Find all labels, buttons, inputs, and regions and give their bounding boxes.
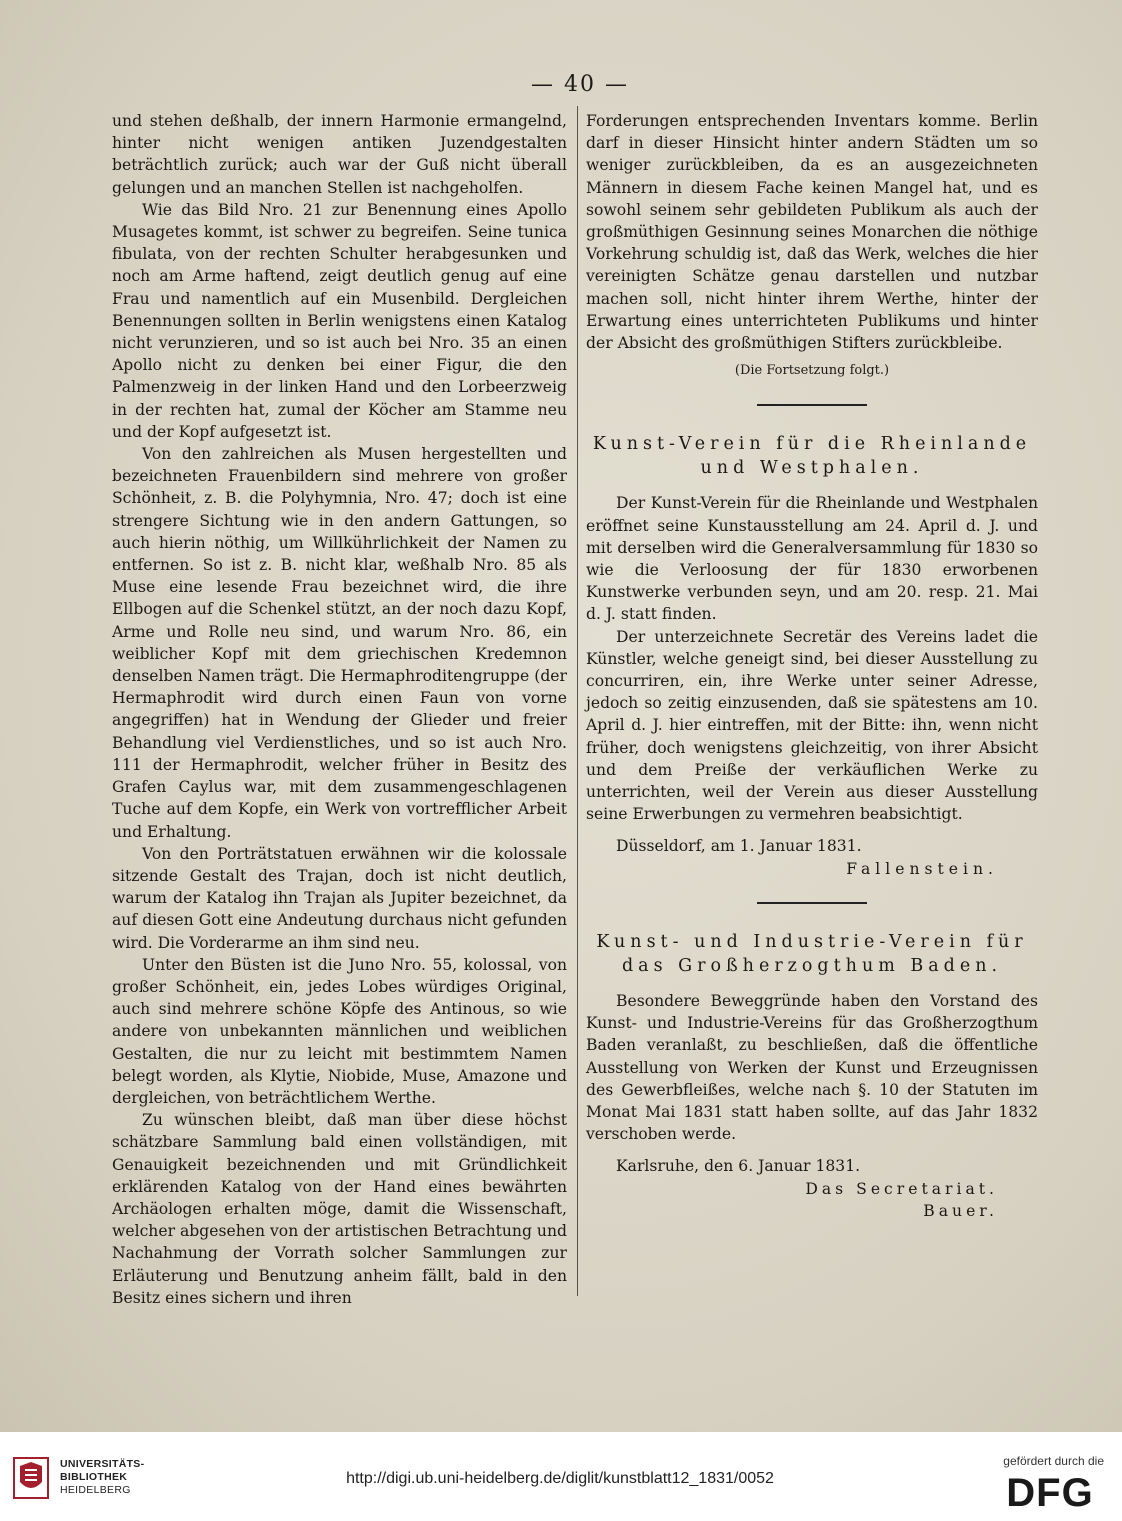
section2-place-date: Karlsruhe, den 6. Januar 1831. bbox=[616, 1157, 861, 1176]
right-intro-paragraph: Forderungen entsprechenden Inventars komme. Berlin darf in dieser Hinsicht hinter andern Städten um so weniger zurückbleiben, da es an ausgezeichneten Männern in diesem Fache keinen Mangel hat, und es sowohl seinem sehr gebildeten Publikum als auch der großmüthigen Gesinnung seines Monarchen die nöthige Vorkehrung schuldig ist, daß das Werk, welches die hier vereinigten Schätze genau darstellen und nutzbar machen soll, nicht hinter ihrem Werthe, hinter der Erwartung eines unterrichteten Publikums und hinter der Absicht des großmüthigen Stifters zurückbleibe. bbox=[586, 112, 1038, 353]
column-divider bbox=[577, 106, 578, 1296]
dfg-logo-text: DFG bbox=[1006, 1471, 1094, 1512]
section1-paragraph-1: Der Kunst-Verein für die Rheinlande und Westphalen eröffnet seine Kunstausstellung am 24. April d. J. und mit derselben wird die Generalversammlung für 1830 so wie die Verloosung der für 1830 erworbenen Kunstwerke verbunden seyn, und am 20. resp. 21. Mai d. J. statt finden. bbox=[586, 494, 1038, 624]
left-paragraph-3: Von den zahlreichen als Musen hergestellten und bezeichneten Frauenbildern sind mehrere von großer Schönheit, z. B. die Polyhymnia, Nro. 47; doch ist eine strengere Sichtung wie in den andern Gattungen, so auch hierin nöthig, um Willkührlichkeit der Namen zu entfernen. So ist z. B. nicht klar, weßhalb Nro. 85 als Muse eine lesende Frau bezeichnet wird, die ihre Ellbogen auf die Schenkel stützt, an der noch dazu Kopf, Arme und Rolle neu sind, und warum Nro. 86, ein weiblicher Kopf mit dem griechischen Kredemnon denselben Namen trägt. Die Hermaphroditengruppe (der Hermaphrodit wird durch einen Faun von vorne angegriffen) hat in Wendung der Glieder und freier Behandlung viel Verdienstliches, und so ist auch Nro. 111 der Hermaphrodit, welcher früher in Besitz des Grafen Caylus war, mit dem zusammengeschlagenen Tuche auf dem Kopfe, ein Werk von vortrefflicher Arbeit und Erhaltung. bbox=[112, 445, 567, 841]
funding-note: gefördert durch die bbox=[1003, 1454, 1104, 1468]
section2-signature-title: Das Secretariat. bbox=[805, 1179, 998, 1198]
right-column bbox=[586, 110, 1038, 1222]
left-paragraph-4: Von den Porträtstatuen erwähnen wir die kolossale sitzende Gestalt des Trajan, doch ist nicht deutlich, warum der Katalog ihn Trajan als Jupiter bezeichnet, da auf diesen Gott eine Andeutung durchaus nicht gefunden wird. Die Vorderarme an ihm sind neu. bbox=[112, 844, 567, 952]
library-name-line-1: UNIVERSITÄTS- bbox=[60, 1458, 145, 1470]
page-number: — 40 — bbox=[531, 72, 629, 97]
university-library-logo-icon[interactable] bbox=[12, 1456, 50, 1500]
section2-paragraph-1: Besondere Beweggründe haben den Vorstand des Kunst- und Industrie-Vereins für das Großherzogthum Baden veranlaßt, zu beschließen, daß die öffentliche Ausstellung von Werken der Kunst und Erzeugnissen des Gewerbfleißes, welche nach §. 10 der Statuten im Monat Mai 1831 statt haben sollte, auf das Jahr 1832 verschoben werde. bbox=[586, 991, 1038, 1144]
library-name bbox=[60, 1458, 144, 1497]
left-paragraph-5: Unter den Büsten ist die Juno Nro. 55, kolossal, von großer Schönheit, ein, jedes Lobes würdiges Original, auch sind mehrere schöne Köpfe des Antinous, so wie andere von unbekannten männlichen und weiblichen Gestalten, die nur zu leicht mit bestimmtem Namen belegt worden, als Klytie, Niobide, Muse, Amazone und dergleichen, von beträchtlichem Werthe. bbox=[112, 955, 567, 1107]
section1-paragraph-2: Der unterzeichnete Secretär des Vereins ladet die Künstler, welche geneigt sind, bei dieser Ausstellung zu concurriren, ein, ihre Werke unter seiner Adresse, jedoch so zeitig einzusenden, daß sie spätestens am 10. April d. J. hier eintreffen, mit der Bitte: ihn, wenn nicht früher, doch wenigstens gleichzeitig, von ihrer Absicht und dem Preiße der verkäuflichen Werke zu unterrichten, weil der Verein aus dieser Ausstellung seine Erwerbungen zu vermehren beabsichtigt. bbox=[586, 627, 1038, 824]
section2-heading: Kunst- und Industrie-Verein für das Großherzogthum Baden. bbox=[596, 931, 1028, 976]
section1-place-date: Düsseldorf, am 1. Januar 1831. bbox=[616, 837, 862, 856]
left-paragraph-6: Zu wünschen bleibt, daß man über diese höchst schätzbare Sammlung bald einen vollständigen, mit Genauigkeit bezeichnenden und mit Gründlichkeit erklärenden Katalog von der Hand eines bewährten Archäologen erhalten möge, damit die Wissenschaft, welcher abgesehen von der artistischen Betrachtung und Nachahmung der Vorrath solcher Sammlungen zur Erläuterung und Benutzung anheim fällt, bald in den Besitz eines sichern und ihren bbox=[112, 1111, 567, 1307]
left-column bbox=[112, 110, 567, 1309]
section1-signature: Fallenstein. bbox=[846, 859, 998, 878]
viewer-footer bbox=[0, 1432, 1122, 1521]
continuation-note: (Die Fortsetzung folgt.) bbox=[734, 363, 890, 379]
library-name-line-2: BIBLIOTHEK bbox=[60, 1471, 128, 1483]
section2-signature-name: Bauer. bbox=[923, 1201, 998, 1220]
left-paragraph-1: und stehen deßhalb, der innern Harmonie ermangelnd, hinter nicht wenigen antiken Juzendgestalten beträchtlich zurück; auch war der Guß nicht überall gelungen und an manchen Stellen ist nachgeholfen. bbox=[112, 112, 567, 197]
left-paragraph-2: Wie das Bild Nro. 21 zur Benennung eines Apollo Musagetes kommt, ist schwer zu begreifen. Seine tunica fibulata, von der rechten Schulter herabgesunken und noch am Arme haftend, zeigt deutlich genug auf eine Frau und namentlich auf ein Musenbild. Dergleichen Benennungen sollten in Berlin wenigstens einen Katalog nicht verunzieren, und so ist auch bei Nro. 35 an einen Apollo nicht zu denken bei einer Figur, die den Palmenzweig in der linken Hand und den Lorbeerzweig in der rechten hat, zumal der Köcher am Stamme neu und der Kopf aufgesetzt ist. bbox=[112, 200, 567, 441]
section-rule-1 bbox=[757, 404, 867, 406]
document-url-link[interactable]: http://digi.ub.uni-heidelberg.de/diglit/kunstblatt12_1831/0052 bbox=[346, 1470, 774, 1487]
dfg-logo-icon[interactable] bbox=[996, 1470, 1104, 1512]
section1-heading: Kunst-Verein für die Rheinlande und Westphalen. bbox=[592, 434, 1032, 479]
library-name-line-3: HEIDELBERG bbox=[60, 1484, 131, 1496]
section-rule-2 bbox=[757, 902, 867, 904]
